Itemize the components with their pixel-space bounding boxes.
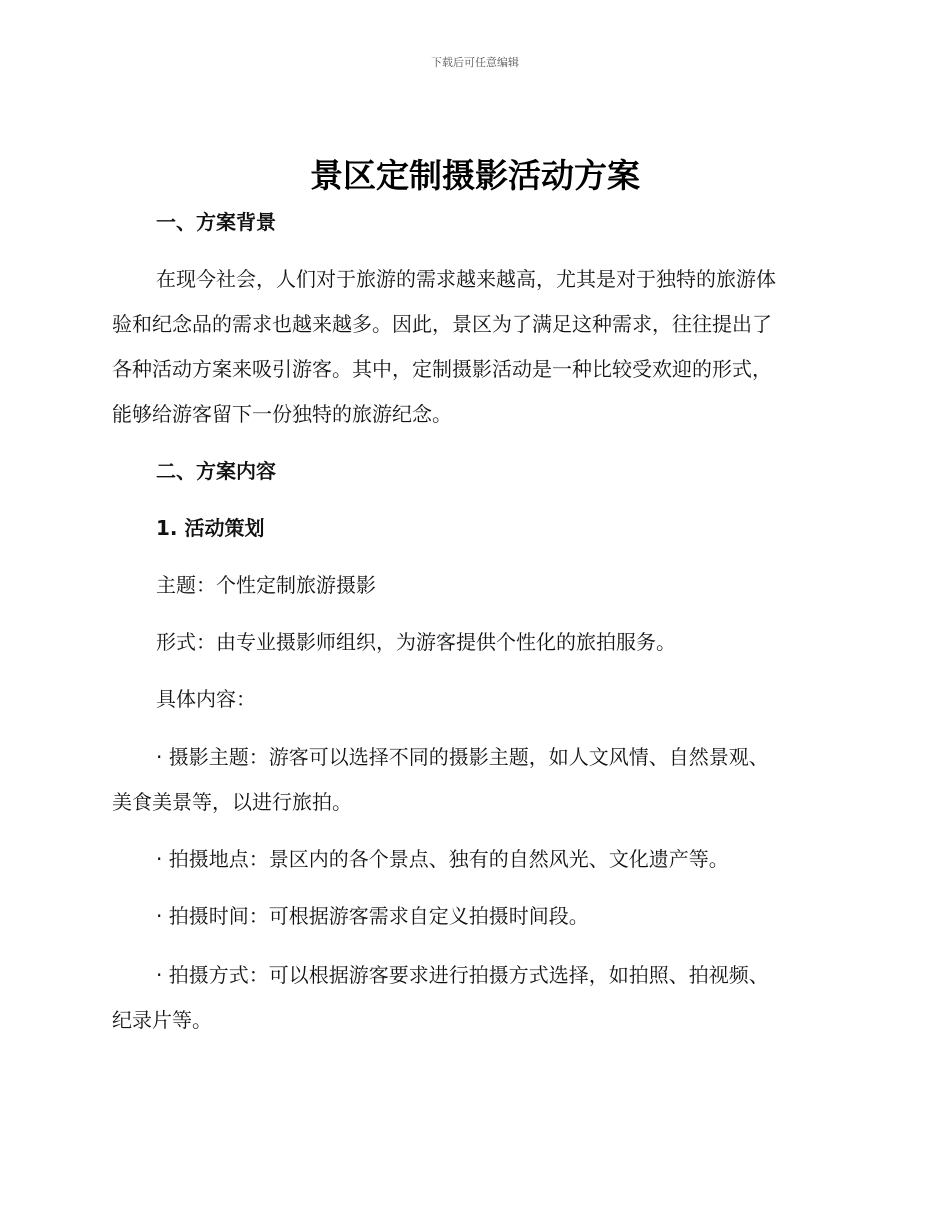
theme-line: 主题：个性定制旅游摄影 xyxy=(156,573,376,597)
subsection-heading-planning: 1. 活动策划 xyxy=(156,516,265,540)
paragraph-background-line-3: 各种活动方案来吸引游客。其中，定制摄影活动是一种比较受欢迎的形式， xyxy=(112,357,772,381)
format-line: 形式：由专业摄影师组织，为游客提供个性化的旅拍服务。 xyxy=(156,630,676,654)
bullet-method-line-2: 纪录片等。 xyxy=(112,1008,212,1032)
details-label: 具体内容： xyxy=(156,687,256,711)
header-note: 下载后可任意编辑 xyxy=(431,56,519,69)
paragraph-background-line-2: 验和纪念品的需求也越来越多。因此，景区为了满足这种需求，往往提出了 xyxy=(112,312,772,336)
section-heading-background: 一、方案背景 xyxy=(156,210,276,234)
document-title: 景区定制摄影活动方案 xyxy=(310,156,640,195)
section-heading-content: 二、方案内容 xyxy=(156,459,276,483)
bullet-location: · 拍摄地点：景区内的各个景点、独有的自然风光、文化遗产等。 xyxy=(156,847,729,871)
paragraph-background-line-4: 能够给游客留下一份独特的旅游纪念。 xyxy=(112,402,452,426)
bullet-photo-theme-line-1: · 摄影主题：游客可以选择不同的摄影主题，如人文风情、自然景观、 xyxy=(156,745,769,769)
bullet-method-line-1: · 拍摄方式：可以根据游客要求进行拍摄方式选择，如拍照、拍视频、 xyxy=(156,963,769,987)
bullet-photo-theme-line-2: 美食美景等，以进行旅拍。 xyxy=(112,790,352,814)
bullet-time: · 拍摄时间：可根据游客需求自定义拍摄时间段。 xyxy=(156,904,589,928)
paragraph-background-line-1: 在现今社会，人们对于旅游的需求越来越高，尤其是对于独特的旅游体 xyxy=(156,267,776,291)
